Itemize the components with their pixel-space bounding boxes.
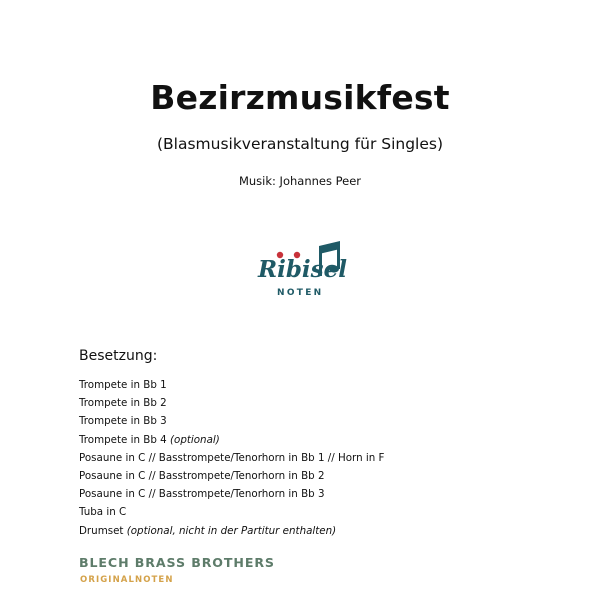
- piece-title: Bezirzmusikfest: [150, 78, 450, 117]
- instrument-item: Drumset (optional, nicht in der Partitur enthalten): [79, 524, 337, 537]
- instrument-item: Trompete in Bb 4 (optional): [79, 433, 220, 446]
- composer-credit: Musik: Johannes Peer: [238, 174, 362, 188]
- publisher-subtitle: ORIGINALNOTEN: [80, 575, 174, 585]
- publisher-name: BLECH BRASS BROTHERS: [79, 555, 275, 570]
- instrument-item: Posaune in C // Basstrompete/Tenorhorn in Bb 3: [79, 488, 325, 501]
- instrument-item: Trompete in Bb 2: [79, 397, 167, 410]
- instrument-item: Trompete in Bb 3: [79, 415, 167, 428]
- ribisel-noten-logo: [250, 240, 350, 304]
- optional-note: (optional): [170, 433, 220, 446]
- logo-subline: NOTEN: [277, 288, 324, 298]
- instrumentation-heading: Besetzung:: [79, 348, 158, 364]
- optional-note: (optional, nicht in der Partitur enthalten): [126, 524, 337, 537]
- instrument-item: Trompete in Bb 1: [79, 379, 167, 391]
- piece-subtitle: (Blasmusikveranstaltung für Singles): [156, 135, 444, 153]
- instrument-item: Posaune in C // Basstrompete/Tenorhorn in Bb 1 // Horn in F: [79, 451, 385, 464]
- logo-wordmark: Ribisel: [258, 256, 347, 283]
- instrumentation-list: [79, 376, 384, 540]
- instrument-item: Tuba in C: [79, 506, 127, 519]
- instrument-item: Posaune in C // Basstrompete/Tenorhorn in Bb 2: [79, 469, 325, 482]
